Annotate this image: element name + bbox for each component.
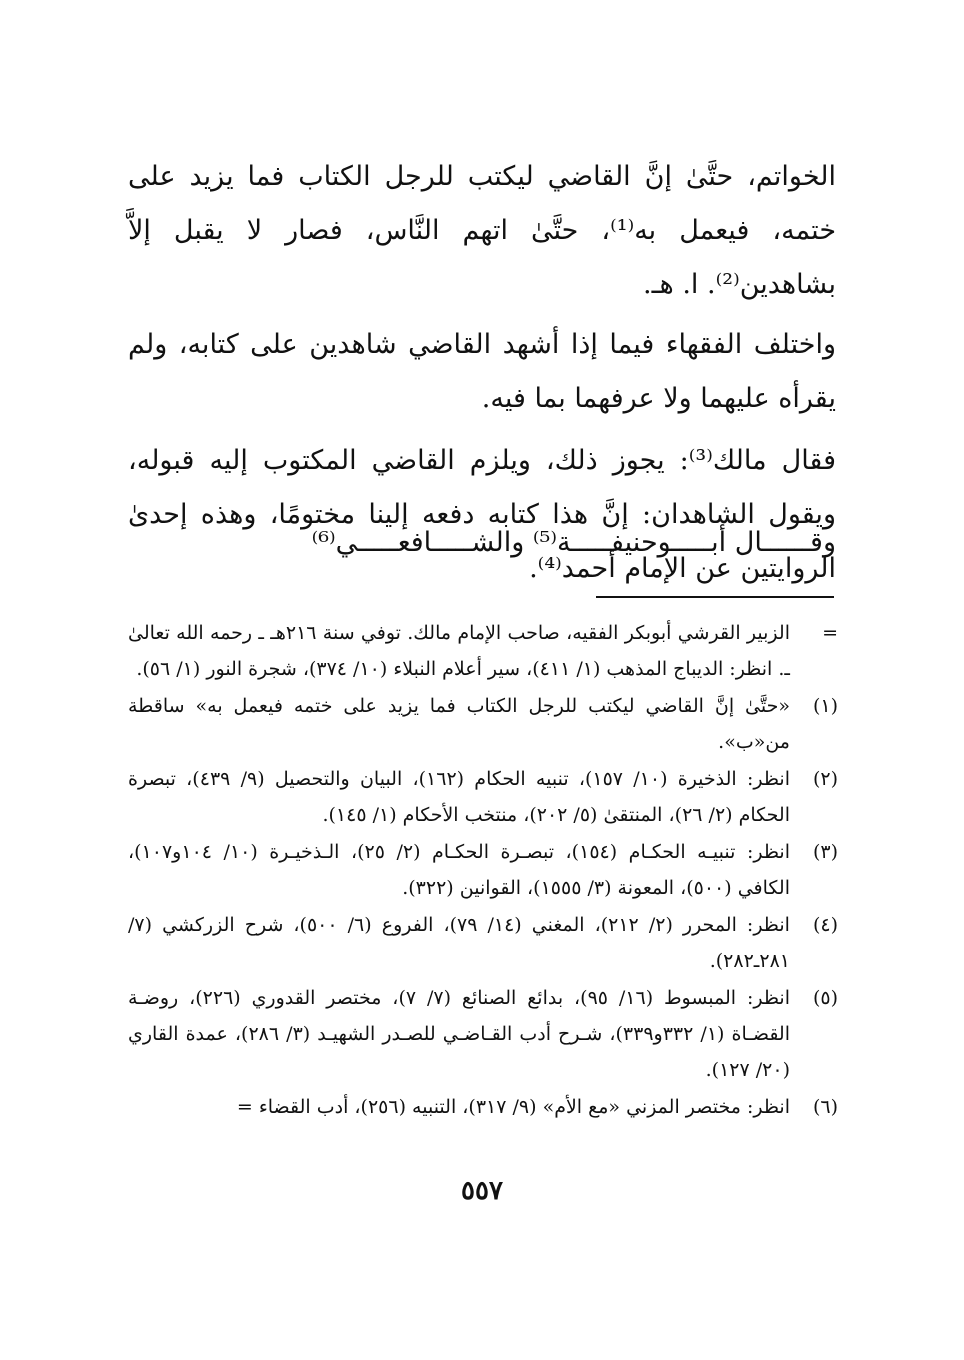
paragraph-3: فقال مالك⁽³⁾: يجوز ذلك، ويلزم القاضي المكتوب إليه قبوله، ويقول الشاهدان: إنَّ هذا كتابه دفعه إلينا مختومًا، وهذه إحدىٰ الروايتين عن الإمام أحمد⁽⁴⁾. bbox=[128, 445, 836, 584]
footnote-5 bbox=[128, 980, 836, 1088]
footnote-text: «حتَّىٰ إنَّ القاضي ليكتب للرجل الكتاب فما يزيد على ختمه فيعمل به» ساقطة من«ب». bbox=[128, 695, 790, 753]
footnote-3 bbox=[128, 834, 836, 906]
footnotes bbox=[128, 614, 836, 1125]
footnote-text: انظر: المبسوط (١٦/ ٩٥)، بدائع الصنائع (٧/ ٧)، مختصر القدوري (٢٢٦)، روضـة القضـاة (١/ ٣٣٢و٣٣٩)، شـرح أدب القـاضـي للصـدر الشهيـد (٣/ ٢٨٦)، عمدة القاري (٢٠/ ١٢٧). bbox=[128, 987, 790, 1081]
footnote-continued bbox=[128, 615, 836, 687]
paragraph-4: وقــــــال أبـــــوحنيفـــــة⁽⁵⁾ والشـــــافعـــــي⁽⁶⁾ bbox=[311, 527, 836, 558]
page-number: ٥٥٧ bbox=[461, 1176, 503, 1206]
footnote-text: انظر: تنبيـه الحكـام (١٥٤)، تبصـرة الحكـام (٢/ ٢٥)، الـذخيـرة (١٠/ ١٠٤و١٠٧)، الكافي (٥٠٠)، المعونة (٣/ ١٥٥٥)، القوانين (٣٢٢). bbox=[128, 841, 790, 899]
footnote-text: انظر: المحرر (٢/ ٢١٢)، المغني (١٤/ ٧٩)، الفروع (٦/ ٥٠٠)، شرح الزركشي (٧/ ٢٨١ـ٢٨٢). bbox=[128, 914, 790, 972]
footnote-marker: (٢) bbox=[812, 768, 838, 790]
footnote-marker: (١) bbox=[812, 695, 838, 717]
footnote-6 bbox=[128, 1089, 836, 1125]
footnote-marker: (٦) bbox=[812, 1096, 838, 1118]
paragraph-1: الخواتم، حتَّىٰ إنَّ القاضي ليكتب للرجل الكتاب فما يزيد على ختمه، فيعمل به⁽¹⁾، حتَّىٰ اتهم النَّاس، فصار لا يقبل إلاَّ بشاهدين⁽²⁾. ا. هـ. bbox=[128, 161, 837, 300]
footnote-marker: (٣) bbox=[812, 841, 838, 863]
footnote-marker: (٤) bbox=[812, 914, 838, 936]
footnote-1 bbox=[128, 688, 836, 760]
footnote-4 bbox=[128, 907, 836, 979]
footnote-text: الزبير القرشي أبوبكر الفقيه، صاحب الإمام مالك. توفي سنة ٢١٦هـ ـ رحمه الله تعالىٰ ـ. انظر: الديباج المذهب (١/ ٤١١)، سير أعلام النبلاء (١٠/ ٣٧٤)، شجرة النور (١/ ٥٦). bbox=[128, 622, 790, 680]
footnote-marker: (٥) bbox=[812, 987, 838, 1009]
footnote-text: انظر: الذخيرة (١٠/ ١٥٧)، تنبيه الحكام (١٦٢)، البيان والتحصيل (٩/ ٤٣٩)، تبصرة الحكام (٢/ ٢٦)، المنتقىٰ (٥/ ٢٠٢)، منتخب الأحكام (١/ ١٤٥). bbox=[128, 768, 790, 826]
paragraph-2: واختلف الفقهاء فيما إذا أشهد القاضي شاهدين على كتابه، ولم يقرأه عليهما ولا عرفهما بما فيه. bbox=[128, 329, 836, 414]
footnote-marker: = bbox=[822, 622, 838, 644]
footnote-separator bbox=[596, 596, 834, 598]
footnote-text: انظر: مختصر المزني «مع الأم» (٩/ ٣١٧)، التنبيه (٢٥٦)، أدب القضاء = bbox=[236, 1096, 790, 1118]
footnote-2 bbox=[128, 761, 836, 833]
